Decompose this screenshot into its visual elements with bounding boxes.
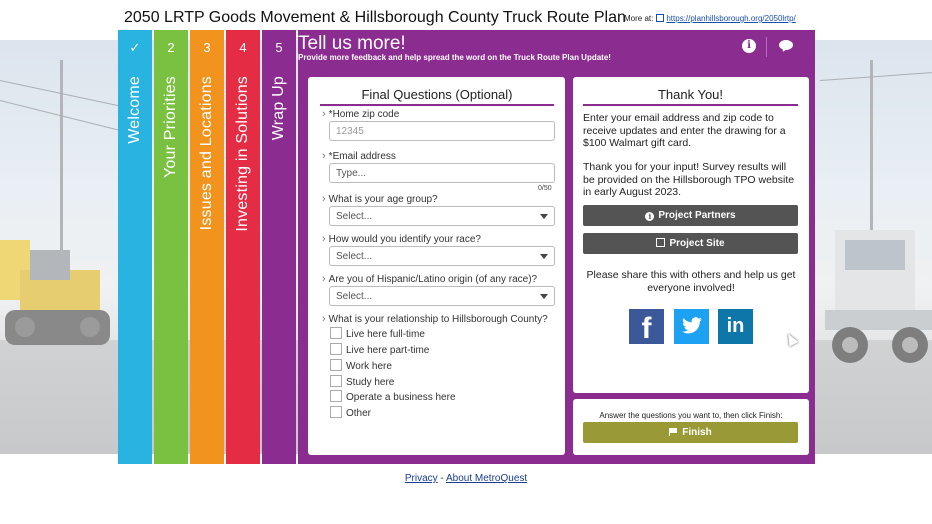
utility-pole — [870, 60, 873, 310]
tab-wrap-up[interactable] — [262, 30, 296, 464]
about-metroquest-link[interactable]: About MetroQuest — [446, 473, 528, 484]
tab-number: 3 — [203, 40, 211, 55]
facebook-icon[interactable]: f — [629, 309, 664, 344]
checkbox-label: Other — [346, 408, 372, 419]
checkbox-label: Live here full-time — [346, 329, 425, 340]
checkbox-live-part-time[interactable] — [330, 343, 429, 356]
linkedin-icon[interactable]: in — [718, 309, 753, 344]
chat-icon[interactable] — [779, 39, 793, 53]
thank-you-heading: Thank You! — [583, 87, 798, 106]
tab-label: Investing in Solutions — [234, 76, 251, 232]
tab-label: Wrap Up — [270, 76, 287, 141]
footer-separator: - — [440, 473, 444, 484]
finish-card — [573, 399, 809, 455]
tab-issues-and-locations[interactable] — [190, 30, 224, 464]
external-link-icon — [656, 238, 665, 247]
age-select[interactable] — [329, 206, 555, 226]
email-char-counter: 0/50 — [538, 185, 552, 192]
zip-label: › *Home zip code — [322, 108, 399, 120]
checkbox[interactable] — [330, 359, 342, 371]
tab-number: 2 — [167, 40, 175, 55]
project-site-label: Project Site — [669, 238, 725, 249]
checkbox-study-here[interactable] — [330, 375, 394, 388]
updates-text: Enter your email address and zip code to receive updates and enter the drawing for a $100 Walmart gift card. — [583, 112, 786, 149]
footer — [0, 473, 932, 484]
finish-button[interactable] — [583, 422, 798, 443]
checkbox[interactable] — [330, 343, 342, 355]
email-input[interactable]: Type... — [329, 163, 555, 183]
tab-welcome[interactable] — [118, 30, 152, 464]
final-questions-heading: Final Questions (Optional) — [320, 87, 554, 106]
checkbox[interactable] — [330, 390, 342, 402]
relationship-label: › What is your relationship to Hillsborough County? — [322, 313, 548, 325]
tab-label: Your Priorities — [162, 76, 179, 179]
tab-your-priorities[interactable] — [154, 30, 188, 464]
checkbox-work-here[interactable] — [330, 359, 392, 372]
thank-you-card — [573, 77, 809, 393]
top-bar — [0, 0, 932, 34]
share-text: Please share this with others and help us get everyone involved! — [586, 269, 796, 294]
header-divider — [766, 37, 767, 57]
age-label: › What is your age group? — [322, 193, 438, 205]
page-title: 2050 LRTP Goods Movement & Hillsborough County Truck Route Plan — [124, 9, 626, 26]
plan-hillsborough-link[interactable]: https://planhillsborough.org/2050lrtp/ — [666, 14, 796, 23]
checkbox-label: Operate a business here — [346, 392, 456, 403]
hispanic-select-value: Select... — [336, 291, 373, 302]
wrap-up-panel — [298, 30, 815, 464]
age-select-value: Select... — [336, 211, 373, 222]
checkbox[interactable] — [330, 375, 342, 387]
email-label: › *Email address — [322, 150, 396, 162]
hispanic-select[interactable] — [329, 286, 555, 306]
finish-instructions: Answer the questions you want to, then click Finish: — [599, 411, 783, 420]
project-site-button[interactable] — [583, 233, 798, 254]
checkbox[interactable] — [330, 327, 342, 339]
race-select-value: Select... — [336, 251, 373, 262]
zip-input[interactable]: 12345 — [329, 121, 555, 141]
chevron-down-icon — [540, 254, 548, 259]
checkbox-operate-business[interactable] — [330, 390, 456, 403]
tab-investing-in-solutions[interactable] — [226, 30, 260, 464]
power-line — [0, 80, 127, 108]
tab-number: 4 — [239, 40, 247, 55]
finish-label: Finish — [682, 427, 712, 438]
race-select[interactable] — [329, 246, 555, 266]
tab-label: Welcome — [126, 76, 143, 144]
bulldozer-image — [0, 230, 115, 360]
race-label: › How would you identify your race? — [322, 233, 481, 245]
checkbox[interactable] — [330, 406, 342, 418]
tab-number: 5 — [275, 40, 283, 55]
more-at-label: More at: — [624, 14, 654, 23]
checkbox-live-full-time[interactable] — [330, 327, 425, 340]
more-at-link-area — [624, 14, 796, 23]
results-text: Thank you for your input! Survey results will be provided on the Hillsborough TPO website in early August 2023. — [583, 161, 795, 198]
flag-icon — [669, 428, 678, 436]
checkbox-other[interactable] — [330, 406, 371, 419]
chevron-down-icon — [540, 294, 548, 299]
project-partners-label: Project Partners — [658, 210, 736, 221]
panel-title: Tell us more! — [298, 33, 406, 54]
checkbox-label: Work here — [346, 361, 392, 372]
utility-pole — [60, 60, 63, 320]
tab-label: Issues and Locations — [198, 76, 215, 231]
info-icon: i — [645, 212, 654, 221]
power-line — [820, 72, 932, 81]
checkbox-label: Live here part-time — [346, 345, 430, 356]
final-questions-card — [308, 77, 565, 455]
external-link-icon — [656, 14, 664, 22]
truck-image — [815, 220, 932, 380]
hispanic-label: › Are you of Hispanic/Latino origin (of any race)? — [322, 273, 537, 285]
info-icon[interactable]: i — [742, 39, 756, 53]
panel-subtitle: Provide more feedback and help spread the word on the Truck Route Plan Update! — [298, 53, 611, 62]
chevron-down-icon — [540, 214, 548, 219]
power-line — [0, 100, 126, 132]
twitter-icon[interactable] — [674, 309, 709, 344]
privacy-link[interactable]: Privacy — [404, 473, 438, 484]
project-partners-button[interactable] — [583, 205, 798, 226]
checkmark-icon: ✓ — [129, 40, 141, 55]
checkbox-label: Study here — [346, 377, 395, 388]
